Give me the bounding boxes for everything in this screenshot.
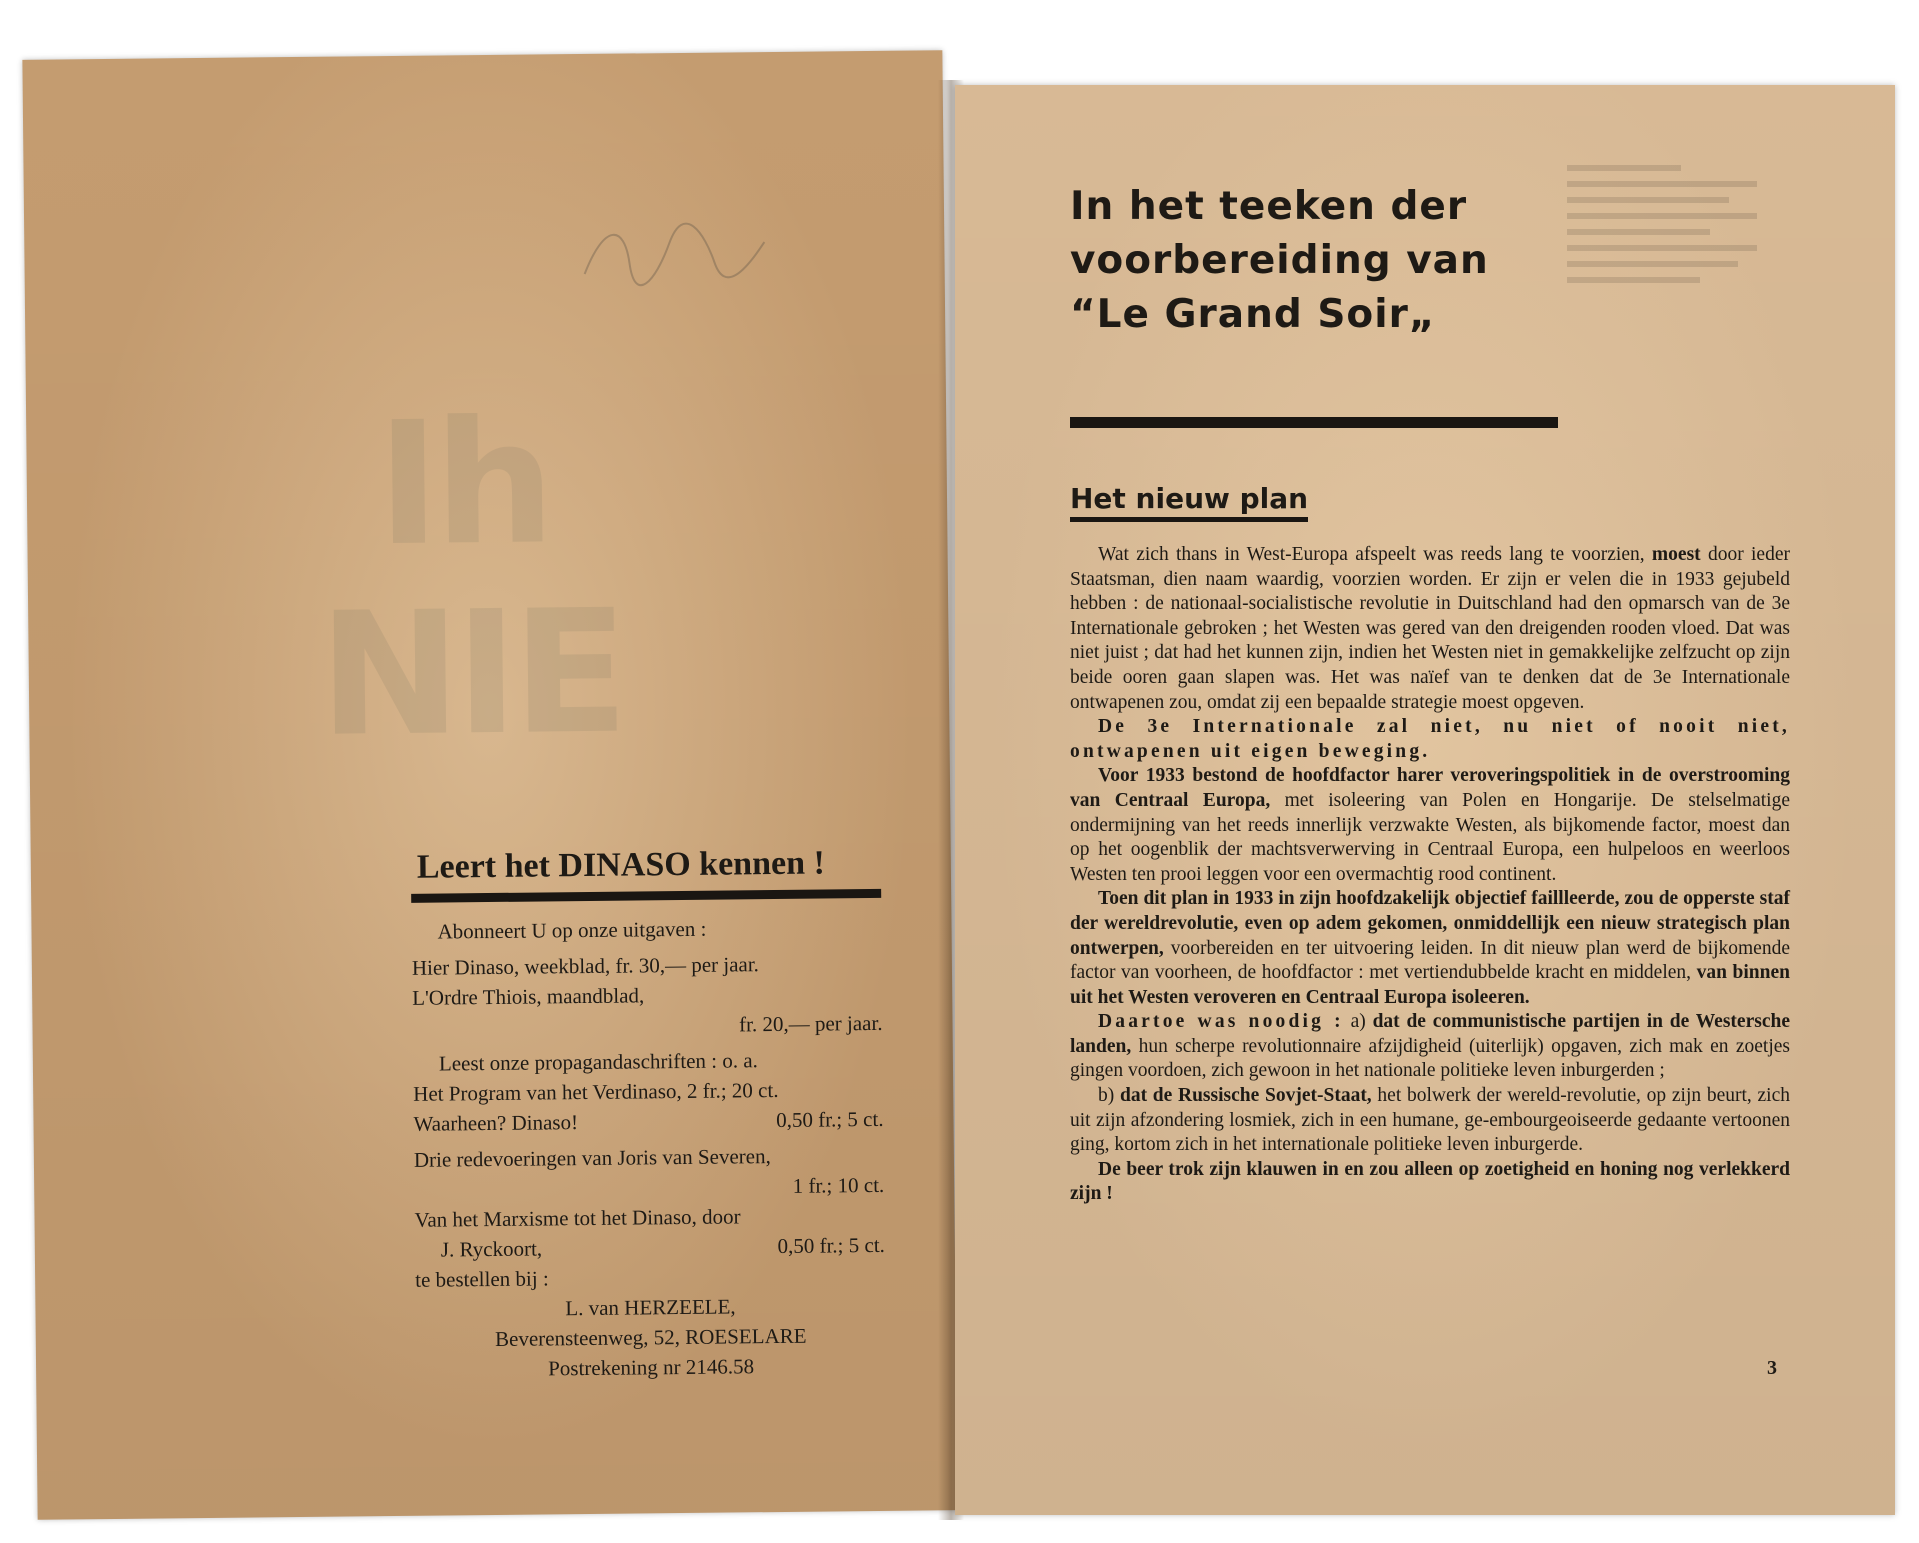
- text-run: b): [1098, 1085, 1120, 1107]
- ad-item-price: 0,50 fr.; 5 ct.: [776, 1106, 884, 1133]
- ad-line: fr. 20,— per jaar.: [738, 1010, 883, 1037]
- text-run: Wat zich thans in West-Europa afspeelt was reeds lang te voorzien,: [1098, 544, 1652, 565]
- ad-lines: [411, 912, 886, 1385]
- section-heading: Het nieuw plan: [1070, 481, 1308, 522]
- article-paragraph: [1070, 715, 1790, 764]
- text-run: De beer trok zijn klauwen in en zou alleen op zoetigheid en honing nog verlekkerd zijn !: [1070, 1158, 1790, 1205]
- article-paragraph: [1070, 1010, 1790, 1084]
- article-paragraph: [1070, 1084, 1790, 1158]
- article-paragraph: [1070, 887, 1790, 1010]
- dinaso-advertisement: [411, 841, 887, 1385]
- text-run: Voor 1933 bestond de hoofdfactor harer veroveringspolitiek in de overstrooming van Centraal Europa,: [1070, 765, 1790, 811]
- title-line: voorbereiding van: [1070, 238, 1489, 283]
- ad-line: Postrekening nr 2146.58: [548, 1354, 755, 1381]
- text-run: hun scherpe revolutionnaire afzijdigheid (uiterlijk) opgaven, zich mak en zoetjes gingen voordoen, zich gewoon in het nationale politieke leven inburgerden ;: [1070, 1035, 1790, 1082]
- text-run: het bolwerk der wereld-revolutie, op zijn beurt, zich uit zijn afzondering losmiek, zich in een humane, ge-embourgeoiseerde gedaante vertoonen ging, kortom zich in het internationale politieke leven inburgerde.: [1070, 1085, 1790, 1156]
- ad-title: Leert het DINASO kennen !: [411, 841, 882, 903]
- ad-item-label: Het Program van het Verdinaso, 2 fr.; 20 ct.: [413, 1077, 779, 1106]
- ad-item-label: Waarheen? Dinaso!: [413, 1110, 579, 1136]
- ad-line: Abonneert U op onze uitgaven :: [437, 916, 707, 944]
- title-line: In het teeken der: [1070, 184, 1468, 229]
- ad-line: L. van HERZEELE,: [565, 1294, 736, 1321]
- title-underline: [1070, 417, 1558, 428]
- text-run: met isoleering van Polen en Hongarije. De stelselmatige ondermijning van het reeds innerlijk verzwakte Westen, als bijkomende factor, moest dan op het oogenblik der machtsverwerving in Centraal Europa, een hulpeloos en weerloos Westen ten prooi leggen voor een overmachtig rood continent.: [1070, 789, 1790, 885]
- right-page: [955, 85, 1895, 1515]
- ad-line: Drie redevoeringen van Joris van Severen,: [413, 1144, 771, 1172]
- ad-line: 1 fr.; 10 ct.: [792, 1172, 885, 1198]
- article-title: [1070, 180, 1630, 348]
- text-run: dat de Russische Sovjet-Staat,: [1119, 1085, 1372, 1107]
- text-run: a): [1343, 1011, 1373, 1033]
- ad-line: Leest onze propagandaschriften : o. a.: [438, 1048, 758, 1076]
- text-run: voorbereiden en ter uitvoering leiden. In dit nieuw plan werd de bijkomende factor van voorheen, de hoofdfactor : met vertiendubbelde kracht en middelen,: [1070, 937, 1790, 984]
- text-run: De 3e Internationale zal niet, nu niet of nooit niet, ontwapenen uit eigen beweging.: [1070, 716, 1790, 762]
- text-run: dat de communistische partijen in de Westersche landen,: [1070, 1011, 1790, 1057]
- ad-line: Beverensteenweg, 52, ROESELARE: [494, 1323, 807, 1351]
- article-paragraph: [1070, 543, 1790, 715]
- text-run: door ieder Staatsman, dien naam waardig, voorzien worden. Er zijn er velen die in 1933 gejubeld hebben : de nationaal-socialistische revolutie in Duitschland had den opmarsch van de 3e Internationale gebroken ; het Westen was gered van den dreigenden rooden vloed. Dat was niet juist ; dat had het kunnen zijn, indien het Westen niet in gemakkelijke zelfzucht op zijn beide ooren gaan slapen was. Het was naïef van te denken dat de 3e Internationale ontwapenen zou, omdat zij een bepaalde strategie moest opgeven.: [1070, 544, 1790, 713]
- text-run: Daartoe was noodig :: [1098, 1011, 1344, 1033]
- bleed-through-mark: NIE: [317, 573, 624, 775]
- ad-line: L'Ordre Thiois, maandblad,: [412, 983, 645, 1010]
- ad-item-price: 0,50 fr.; 5 ct.: [777, 1232, 885, 1259]
- text-run: moest: [1651, 544, 1701, 565]
- ad-line: te bestellen bij :: [415, 1266, 549, 1292]
- page-number: 3: [1767, 1357, 1777, 1379]
- text-run: van binnen uit het Westen veroveren en Centraal Europa isoleeren.: [1070, 962, 1790, 1008]
- article-body: [1070, 543, 1790, 1207]
- bleed-through-mark: Ih: [375, 384, 551, 585]
- title-line: “Le Grand Soir„: [1070, 292, 1436, 337]
- left-page: [22, 50, 957, 1520]
- text-run: Toen dit plan in 1933 in zijn hoofdzakelijk objectief faillleerde, zou de opperste staf der wereldrevolutie, even op adem gekomen, onmiddellijk een nieuw strategisch plan ontwerpen,: [1070, 888, 1790, 959]
- ad-line: Van het Marxisme tot het Dinaso, door: [414, 1204, 741, 1232]
- article-paragraph: [1070, 1158, 1790, 1207]
- ad-line: [413, 1074, 883, 1109]
- ad-line: [413, 1104, 883, 1139]
- ad-item-label: J. Ryckoort,: [440, 1236, 543, 1262]
- article-paragraph: [1070, 764, 1790, 887]
- ad-line: Hier Dinaso, weekblad, fr. 30,— per jaar.: [411, 952, 760, 980]
- pencil-scribble: [574, 202, 775, 304]
- ad-line: [415, 1230, 885, 1265]
